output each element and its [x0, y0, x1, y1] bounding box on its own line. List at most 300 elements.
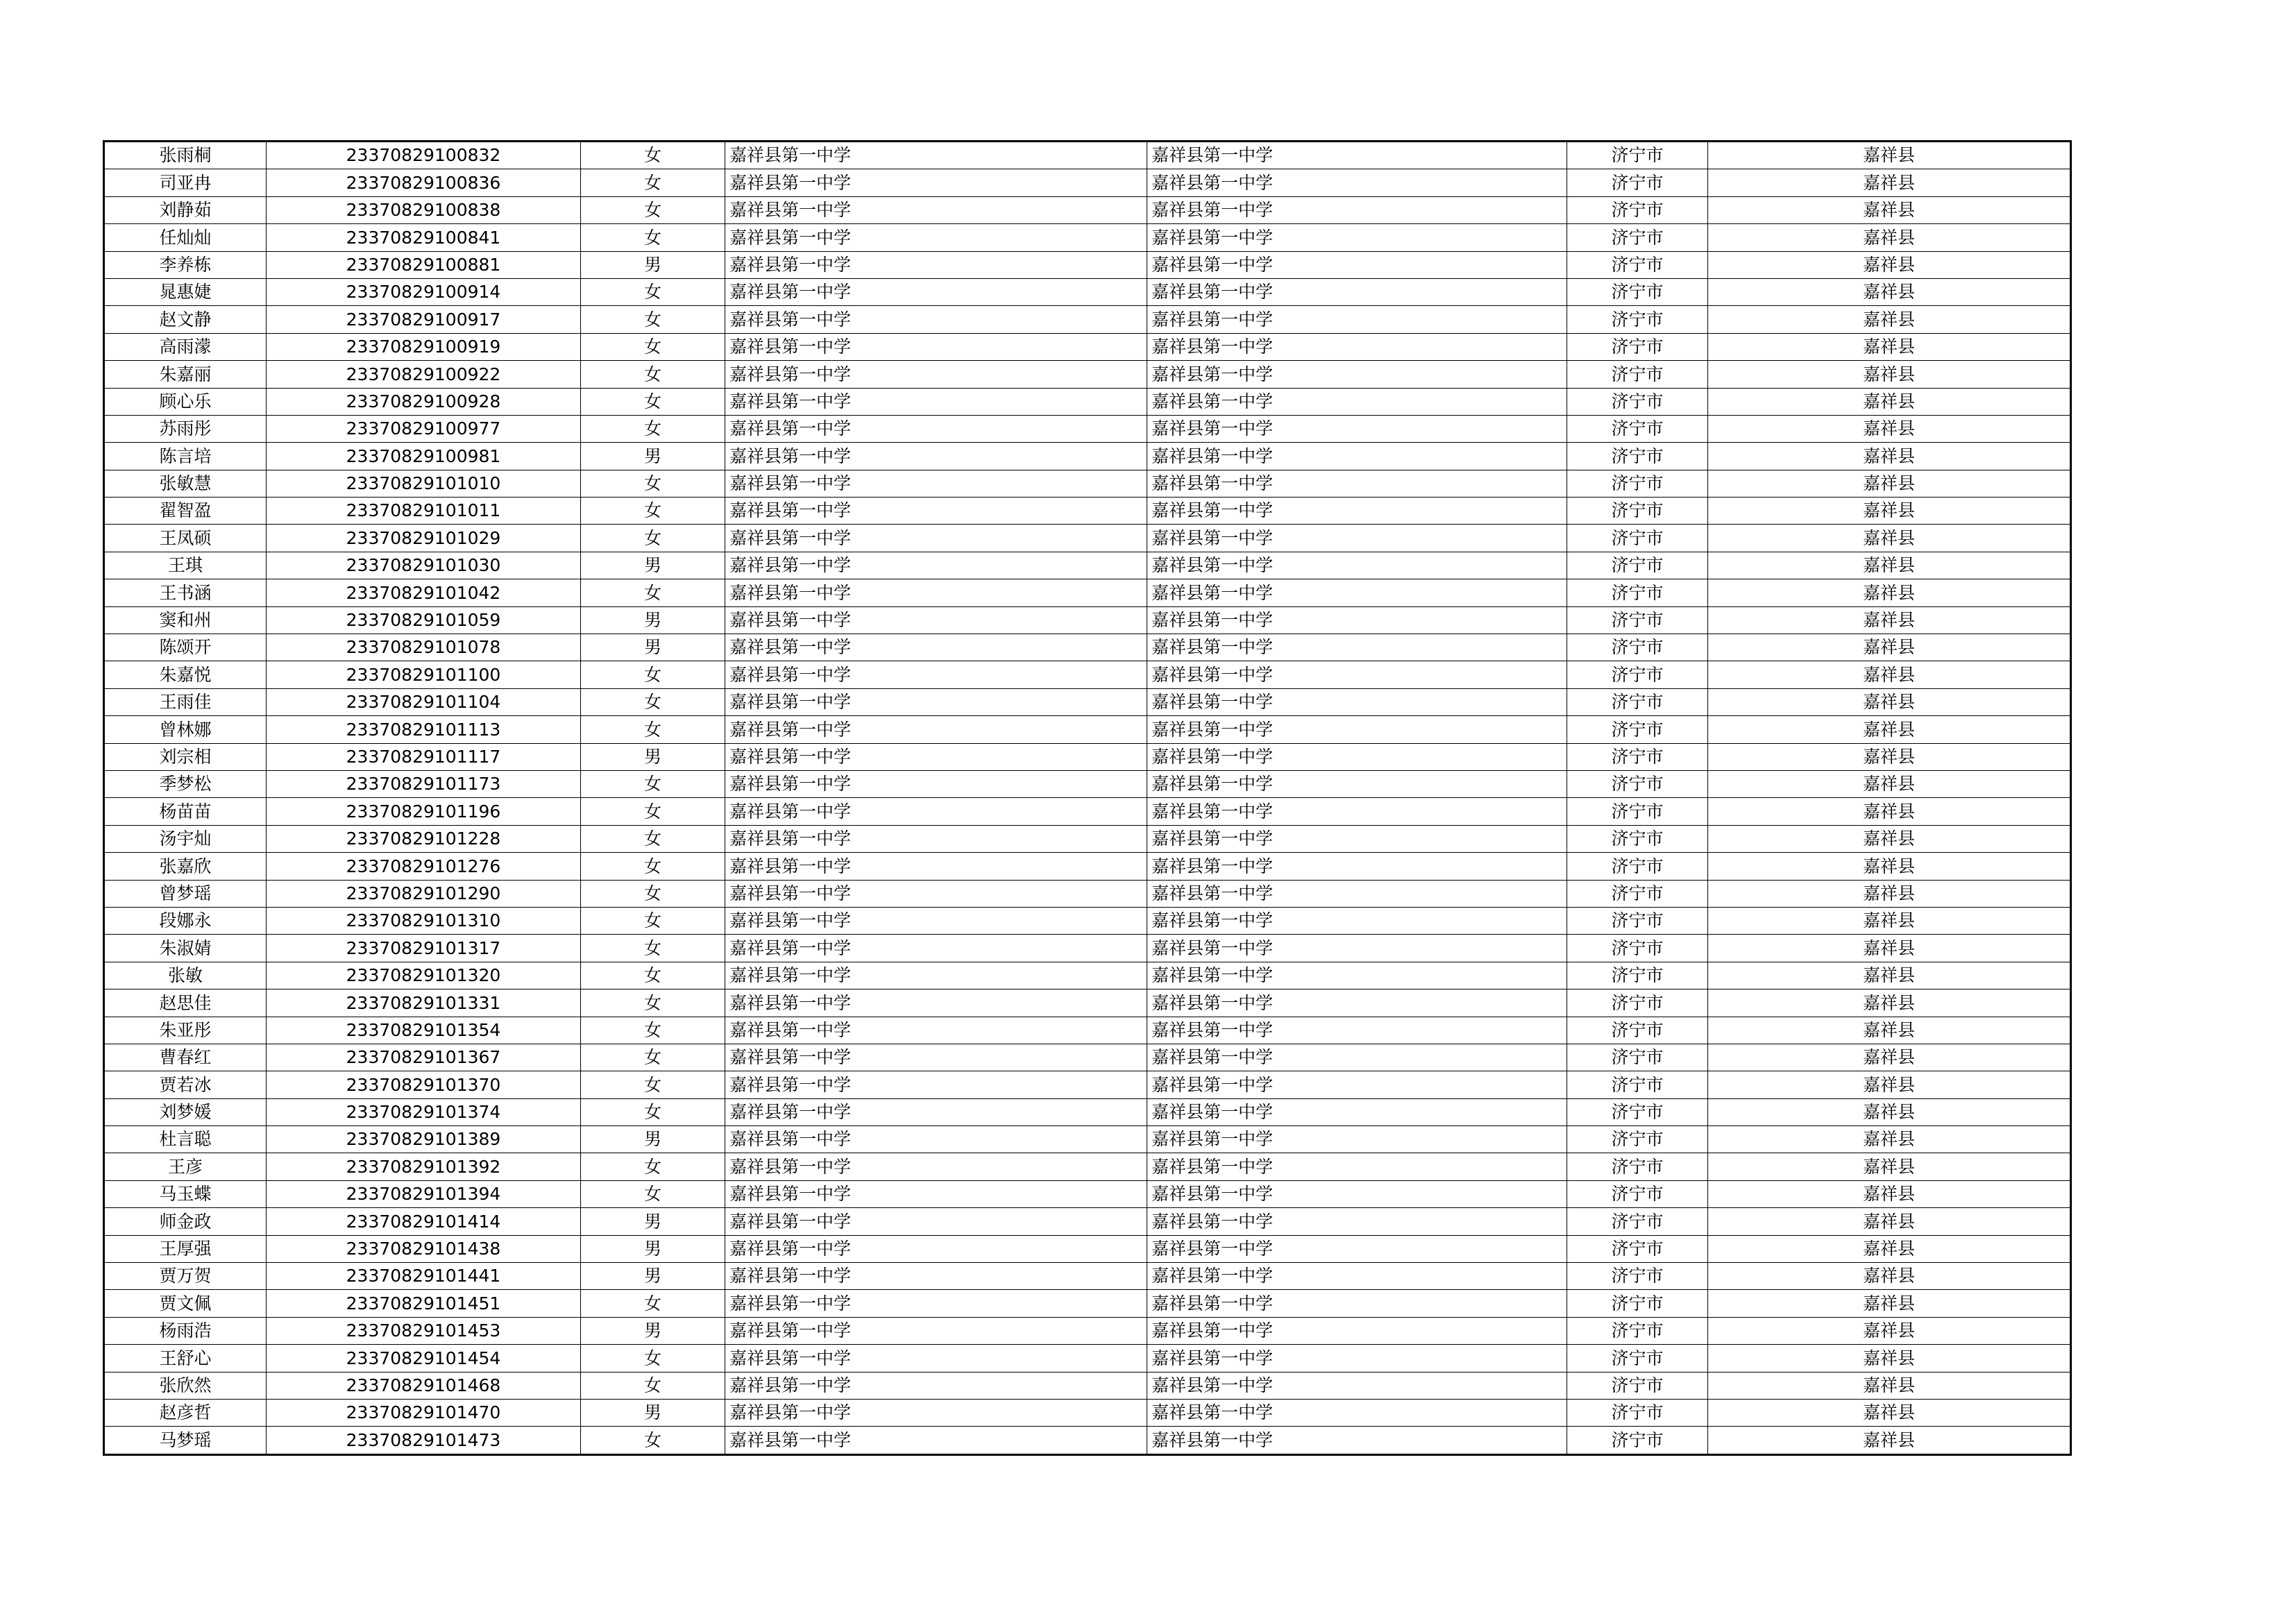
cell-name: 王凤硕 [104, 525, 267, 552]
cell-school: 嘉祥县第一中学 [725, 606, 1147, 634]
cell-gender: 女 [581, 1372, 725, 1399]
cell-city: 济宁市 [1567, 1345, 1708, 1372]
cell-exam-id: 23370829101374 [267, 1098, 581, 1125]
cell-county: 嘉祥县 [1708, 1263, 2071, 1290]
cell-school-2: 嘉祥县第一中学 [1147, 743, 1567, 770]
cell-city: 济宁市 [1567, 224, 1708, 251]
cell-county: 嘉祥县 [1708, 935, 2071, 962]
cell-gender: 女 [581, 1071, 725, 1098]
cell-gender: 男 [581, 1399, 725, 1426]
cell-city: 济宁市 [1567, 498, 1708, 525]
cell-gender: 女 [581, 1180, 725, 1207]
cell-school: 嘉祥县第一中学 [725, 1098, 1147, 1125]
cell-county: 嘉祥县 [1708, 278, 2071, 305]
cell-school: 嘉祥县第一中学 [725, 1235, 1147, 1262]
cell-school: 嘉祥县第一中学 [725, 1017, 1147, 1044]
cell-city: 济宁市 [1567, 1372, 1708, 1399]
cell-school: 嘉祥县第一中学 [725, 579, 1147, 606]
cell-name: 苏雨彤 [104, 415, 267, 442]
table-row [104, 1263, 2071, 1290]
cell-school-2: 嘉祥县第一中学 [1147, 333, 1567, 360]
cell-gender: 女 [581, 278, 725, 305]
roster-body [104, 142, 2071, 1455]
cell-county: 嘉祥县 [1708, 661, 2071, 688]
cell-exam-id: 23370829101113 [267, 716, 581, 743]
cell-exam-id: 23370829101389 [267, 1126, 581, 1153]
cell-school: 嘉祥县第一中学 [725, 1180, 1147, 1207]
cell-school-2: 嘉祥县第一中学 [1147, 1235, 1567, 1262]
cell-gender: 女 [581, 415, 725, 442]
cell-school: 嘉祥县第一中学 [725, 688, 1147, 715]
cell-city: 济宁市 [1567, 825, 1708, 852]
cell-school-2: 嘉祥县第一中学 [1147, 798, 1567, 825]
table-row [104, 743, 2071, 770]
cell-school-2: 嘉祥县第一中学 [1147, 1290, 1567, 1317]
cell-city: 济宁市 [1567, 579, 1708, 606]
cell-county: 嘉祥县 [1708, 743, 2071, 770]
cell-exam-id: 23370829100838 [267, 196, 581, 223]
cell-county: 嘉祥县 [1708, 770, 2071, 797]
cell-exam-id: 23370829101100 [267, 661, 581, 688]
cell-county: 嘉祥县 [1708, 224, 2071, 251]
cell-name: 晁惠婕 [104, 278, 267, 305]
cell-school-2: 嘉祥县第一中学 [1147, 443, 1567, 470]
cell-name: 王雨佳 [104, 688, 267, 715]
cell-school: 嘉祥县第一中学 [725, 880, 1147, 907]
cell-gender: 女 [581, 333, 725, 360]
cell-name: 汤宇灿 [104, 825, 267, 852]
cell-school-2: 嘉祥县第一中学 [1147, 1317, 1567, 1344]
cell-name: 刘梦媛 [104, 1098, 267, 1125]
cell-school: 嘉祥县第一中学 [725, 1427, 1147, 1454]
cell-gender: 女 [581, 224, 725, 251]
cell-county: 嘉祥县 [1708, 880, 2071, 907]
cell-school: 嘉祥县第一中学 [725, 1263, 1147, 1290]
cell-city: 济宁市 [1567, 1399, 1708, 1426]
cell-exam-id: 23370829101370 [267, 1071, 581, 1098]
table-row [104, 1290, 2071, 1317]
cell-city: 济宁市 [1567, 606, 1708, 634]
cell-school-2: 嘉祥县第一中学 [1147, 825, 1567, 852]
cell-name: 朱亚彤 [104, 1017, 267, 1044]
cell-county: 嘉祥县 [1708, 634, 2071, 661]
cell-city: 济宁市 [1567, 634, 1708, 661]
cell-name: 贾文佩 [104, 1290, 267, 1317]
cell-exam-id: 23370829101392 [267, 1153, 581, 1180]
cell-gender: 女 [581, 142, 725, 169]
cell-exam-id: 23370829101173 [267, 770, 581, 797]
cell-exam-id: 23370829100919 [267, 333, 581, 360]
cell-name: 司亚冉 [104, 169, 267, 196]
cell-exam-id: 23370829100914 [267, 278, 581, 305]
cell-school-2: 嘉祥县第一中学 [1147, 579, 1567, 606]
cell-city: 济宁市 [1567, 880, 1708, 907]
cell-school-2: 嘉祥县第一中学 [1147, 196, 1567, 223]
cell-gender: 女 [581, 770, 725, 797]
cell-city: 济宁市 [1567, 1098, 1708, 1125]
cell-school: 嘉祥县第一中学 [725, 169, 1147, 196]
table-row [104, 935, 2071, 962]
cell-county: 嘉祥县 [1708, 388, 2071, 415]
cell-name: 杨苗苗 [104, 798, 267, 825]
cell-city: 济宁市 [1567, 1017, 1708, 1044]
cell-school: 嘉祥县第一中学 [725, 1071, 1147, 1098]
cell-name: 朱嘉丽 [104, 361, 267, 388]
cell-city: 济宁市 [1567, 1180, 1708, 1207]
cell-city: 济宁市 [1567, 1126, 1708, 1153]
cell-school-2: 嘉祥县第一中学 [1147, 770, 1567, 797]
cell-exam-id: 23370829101104 [267, 688, 581, 715]
cell-school-2: 嘉祥县第一中学 [1147, 470, 1567, 497]
cell-school-2: 嘉祥县第一中学 [1147, 962, 1567, 989]
cell-gender: 女 [581, 661, 725, 688]
cell-exam-id: 23370829101441 [267, 1263, 581, 1290]
cell-name: 顾心乐 [104, 388, 267, 415]
cell-school: 嘉祥县第一中学 [725, 1399, 1147, 1426]
cell-city: 济宁市 [1567, 278, 1708, 305]
cell-name: 陈颂开 [104, 634, 267, 661]
cell-name: 翟智盈 [104, 498, 267, 525]
cell-name: 贾若冰 [104, 1071, 267, 1098]
cell-name: 张敏 [104, 962, 267, 989]
cell-city: 济宁市 [1567, 935, 1708, 962]
cell-school-2: 嘉祥县第一中学 [1147, 388, 1567, 415]
cell-school-2: 嘉祥县第一中学 [1147, 278, 1567, 305]
cell-county: 嘉祥县 [1708, 1290, 2071, 1317]
cell-city: 济宁市 [1567, 798, 1708, 825]
table-row [104, 443, 2071, 470]
cell-school: 嘉祥县第一中学 [725, 825, 1147, 852]
cell-exam-id: 23370829100836 [267, 169, 581, 196]
cell-exam-id: 23370829101473 [267, 1427, 581, 1454]
cell-exam-id: 23370829101320 [267, 962, 581, 989]
table-row [104, 1098, 2071, 1125]
cell-county: 嘉祥县 [1708, 1126, 2071, 1153]
cell-county: 嘉祥县 [1708, 552, 2071, 579]
cell-name: 陈言培 [104, 443, 267, 470]
cell-school-2: 嘉祥县第一中学 [1147, 1263, 1567, 1290]
cell-county: 嘉祥县 [1708, 142, 2071, 169]
cell-exam-id: 23370829101196 [267, 798, 581, 825]
cell-school: 嘉祥县第一中学 [725, 443, 1147, 470]
cell-school-2: 嘉祥县第一中学 [1147, 880, 1567, 907]
cell-county: 嘉祥县 [1708, 1044, 2071, 1071]
cell-school-2: 嘉祥县第一中学 [1147, 415, 1567, 442]
cell-name: 赵文静 [104, 306, 267, 333]
cell-school-2: 嘉祥县第一中学 [1147, 634, 1567, 661]
table-row [104, 634, 2071, 661]
cell-exam-id: 23370829101468 [267, 1372, 581, 1399]
cell-gender: 女 [581, 989, 725, 1017]
cell-name: 杨雨浩 [104, 1317, 267, 1344]
cell-gender: 男 [581, 1208, 725, 1235]
cell-exam-id: 23370829101453 [267, 1317, 581, 1344]
cell-name: 刘静茹 [104, 196, 267, 223]
cell-city: 济宁市 [1567, 1263, 1708, 1290]
cell-city: 济宁市 [1567, 853, 1708, 880]
cell-school-2: 嘉祥县第一中学 [1147, 853, 1567, 880]
cell-school-2: 嘉祥县第一中学 [1147, 142, 1567, 169]
table-row [104, 552, 2071, 579]
table-row [104, 333, 2071, 360]
cell-county: 嘉祥县 [1708, 1071, 2071, 1098]
cell-school: 嘉祥县第一中学 [725, 498, 1147, 525]
cell-name: 李养栋 [104, 251, 267, 278]
table-row [104, 716, 2071, 743]
cell-exam-id: 23370829101029 [267, 525, 581, 552]
cell-city: 济宁市 [1567, 1044, 1708, 1071]
cell-school-2: 嘉祥县第一中学 [1147, 1098, 1567, 1125]
cell-school-2: 嘉祥县第一中学 [1147, 716, 1567, 743]
cell-school-2: 嘉祥县第一中学 [1147, 1044, 1567, 1071]
cell-city: 济宁市 [1567, 415, 1708, 442]
cell-gender: 女 [581, 169, 725, 196]
cell-name: 朱淑婧 [104, 935, 267, 962]
cell-city: 济宁市 [1567, 470, 1708, 497]
student-roster-table [103, 140, 2072, 1456]
cell-county: 嘉祥县 [1708, 1372, 2071, 1399]
cell-gender: 女 [581, 935, 725, 962]
cell-city: 济宁市 [1567, 1290, 1708, 1317]
cell-county: 嘉祥县 [1708, 333, 2071, 360]
table-row [104, 1044, 2071, 1071]
table-row [104, 306, 2071, 333]
cell-school-2: 嘉祥县第一中学 [1147, 251, 1567, 278]
cell-exam-id: 23370829100981 [267, 443, 581, 470]
cell-school-2: 嘉祥县第一中学 [1147, 989, 1567, 1017]
cell-county: 嘉祥县 [1708, 470, 2071, 497]
table-row [104, 770, 2071, 797]
cell-city: 济宁市 [1567, 306, 1708, 333]
cell-city: 济宁市 [1567, 142, 1708, 169]
cell-school: 嘉祥县第一中学 [725, 142, 1147, 169]
table-row [104, 415, 2071, 442]
cell-school: 嘉祥县第一中学 [725, 1317, 1147, 1344]
cell-exam-id: 23370829101042 [267, 579, 581, 606]
table-row [104, 1427, 2071, 1454]
table-row [104, 1126, 2071, 1153]
cell-school: 嘉祥县第一中学 [725, 415, 1147, 442]
cell-gender: 女 [581, 361, 725, 388]
table-row [104, 498, 2071, 525]
table-row [104, 142, 2071, 169]
cell-exam-id: 23370829101117 [267, 743, 581, 770]
cell-gender: 男 [581, 251, 725, 278]
cell-school: 嘉祥县第一中学 [725, 1345, 1147, 1372]
table-row [104, 1399, 2071, 1426]
cell-school-2: 嘉祥县第一中学 [1147, 1427, 1567, 1454]
cell-name: 张雨桐 [104, 142, 267, 169]
cell-county: 嘉祥县 [1708, 525, 2071, 552]
cell-county: 嘉祥县 [1708, 443, 2071, 470]
cell-exam-id: 23370829101394 [267, 1180, 581, 1207]
cell-school-2: 嘉祥县第一中学 [1147, 907, 1567, 934]
cell-county: 嘉祥县 [1708, 361, 2071, 388]
cell-gender: 男 [581, 634, 725, 661]
cell-city: 济宁市 [1567, 716, 1708, 743]
cell-school: 嘉祥县第一中学 [725, 552, 1147, 579]
cell-exam-id: 23370829101454 [267, 1345, 581, 1372]
cell-name: 朱嘉悦 [104, 661, 267, 688]
cell-gender: 男 [581, 1317, 725, 1344]
cell-county: 嘉祥县 [1708, 579, 2071, 606]
cell-county: 嘉祥县 [1708, 1017, 2071, 1044]
cell-name: 窦和州 [104, 606, 267, 634]
cell-name: 杜言聪 [104, 1126, 267, 1153]
cell-exam-id: 23370829100922 [267, 361, 581, 388]
cell-school: 嘉祥县第一中学 [725, 853, 1147, 880]
cell-gender: 女 [581, 1153, 725, 1180]
cell-gender: 女 [581, 853, 725, 880]
table-row [104, 798, 2071, 825]
cell-gender: 女 [581, 716, 725, 743]
cell-exam-id: 23370829101451 [267, 1290, 581, 1317]
cell-exam-id: 23370829100917 [267, 306, 581, 333]
cell-gender: 女 [581, 1098, 725, 1125]
cell-name: 季梦松 [104, 770, 267, 797]
cell-school-2: 嘉祥县第一中学 [1147, 1071, 1567, 1098]
cell-name: 王舒心 [104, 1345, 267, 1372]
cell-school: 嘉祥县第一中学 [725, 1153, 1147, 1180]
table-row [104, 989, 2071, 1017]
cell-city: 济宁市 [1567, 1071, 1708, 1098]
cell-school: 嘉祥县第一中学 [725, 525, 1147, 552]
cell-exam-id: 23370829101030 [267, 552, 581, 579]
cell-school: 嘉祥县第一中学 [725, 1044, 1147, 1071]
cell-county: 嘉祥县 [1708, 962, 2071, 989]
cell-exam-id: 23370829100832 [267, 142, 581, 169]
cell-city: 济宁市 [1567, 196, 1708, 223]
cell-city: 济宁市 [1567, 962, 1708, 989]
cell-city: 济宁市 [1567, 333, 1708, 360]
cell-gender: 女 [581, 1044, 725, 1071]
cell-county: 嘉祥县 [1708, 1180, 2071, 1207]
cell-county: 嘉祥县 [1708, 716, 2071, 743]
cell-name: 王书涵 [104, 579, 267, 606]
cell-gender: 男 [581, 552, 725, 579]
cell-gender: 男 [581, 606, 725, 634]
cell-county: 嘉祥县 [1708, 1317, 2071, 1344]
cell-school: 嘉祥县第一中学 [725, 716, 1147, 743]
cell-county: 嘉祥县 [1708, 907, 2071, 934]
cell-city: 济宁市 [1567, 388, 1708, 415]
table-row [104, 907, 2071, 934]
cell-county: 嘉祥县 [1708, 415, 2071, 442]
cell-exam-id: 23370829101290 [267, 880, 581, 907]
cell-school: 嘉祥县第一中学 [725, 1208, 1147, 1235]
cell-city: 济宁市 [1567, 251, 1708, 278]
table-row [104, 1208, 2071, 1235]
cell-gender: 女 [581, 962, 725, 989]
cell-name: 王琪 [104, 552, 267, 579]
cell-gender: 女 [581, 880, 725, 907]
table-row [104, 1153, 2071, 1180]
cell-county: 嘉祥县 [1708, 1235, 2071, 1262]
cell-exam-id: 23370829101276 [267, 853, 581, 880]
cell-county: 嘉祥县 [1708, 853, 2071, 880]
cell-county: 嘉祥县 [1708, 798, 2071, 825]
cell-gender: 女 [581, 196, 725, 223]
cell-name: 王厚强 [104, 1235, 267, 1262]
cell-city: 济宁市 [1567, 525, 1708, 552]
table-row [104, 251, 2071, 278]
cell-exam-id: 23370829100977 [267, 415, 581, 442]
table-row [104, 825, 2071, 852]
cell-county: 嘉祥县 [1708, 196, 2071, 223]
cell-school-2: 嘉祥县第一中学 [1147, 1208, 1567, 1235]
cell-name: 马玉蝶 [104, 1180, 267, 1207]
cell-exam-id: 23370829101317 [267, 935, 581, 962]
table-row [104, 962, 2071, 989]
cell-exam-id: 23370829100881 [267, 251, 581, 278]
cell-gender: 女 [581, 825, 725, 852]
table-row [104, 1345, 2071, 1372]
cell-gender: 男 [581, 1126, 725, 1153]
cell-school: 嘉祥县第一中学 [725, 470, 1147, 497]
cell-name: 曾林娜 [104, 716, 267, 743]
cell-county: 嘉祥县 [1708, 169, 2071, 196]
cell-exam-id: 23370829101414 [267, 1208, 581, 1235]
cell-exam-id: 23370829101310 [267, 907, 581, 934]
cell-gender: 女 [581, 1427, 725, 1454]
cell-school-2: 嘉祥县第一中学 [1147, 169, 1567, 196]
cell-school: 嘉祥县第一中学 [725, 770, 1147, 797]
cell-exam-id: 23370829101011 [267, 498, 581, 525]
cell-name: 师金政 [104, 1208, 267, 1235]
cell-county: 嘉祥县 [1708, 688, 2071, 715]
table-row [104, 853, 2071, 880]
cell-city: 济宁市 [1567, 907, 1708, 934]
table-row [104, 1317, 2071, 1344]
cell-exam-id: 23370829101367 [267, 1044, 581, 1071]
cell-city: 济宁市 [1567, 743, 1708, 770]
cell-city: 济宁市 [1567, 770, 1708, 797]
cell-school-2: 嘉祥县第一中学 [1147, 935, 1567, 962]
cell-school-2: 嘉祥县第一中学 [1147, 1017, 1567, 1044]
cell-school: 嘉祥县第一中学 [725, 798, 1147, 825]
cell-name: 贾万贺 [104, 1263, 267, 1290]
cell-school-2: 嘉祥县第一中学 [1147, 525, 1567, 552]
cell-gender: 女 [581, 470, 725, 497]
cell-school: 嘉祥县第一中学 [725, 388, 1147, 415]
table-row [104, 1235, 2071, 1262]
cell-county: 嘉祥县 [1708, 1098, 2071, 1125]
cell-name: 马梦瑶 [104, 1427, 267, 1454]
cell-school-2: 嘉祥县第一中学 [1147, 498, 1567, 525]
cell-school: 嘉祥县第一中学 [725, 935, 1147, 962]
cell-gender: 女 [581, 498, 725, 525]
cell-school-2: 嘉祥县第一中学 [1147, 688, 1567, 715]
table-row [104, 1071, 2071, 1098]
cell-gender: 女 [581, 798, 725, 825]
cell-city: 济宁市 [1567, 169, 1708, 196]
cell-school: 嘉祥县第一中学 [725, 306, 1147, 333]
cell-city: 济宁市 [1567, 989, 1708, 1017]
cell-gender: 男 [581, 1263, 725, 1290]
cell-school-2: 嘉祥县第一中学 [1147, 224, 1567, 251]
table-row [104, 388, 2071, 415]
cell-school: 嘉祥县第一中学 [725, 962, 1147, 989]
cell-school: 嘉祥县第一中学 [725, 196, 1147, 223]
table-row [104, 1372, 2071, 1399]
cell-school-2: 嘉祥县第一中学 [1147, 661, 1567, 688]
cell-school-2: 嘉祥县第一中学 [1147, 1372, 1567, 1399]
cell-school: 嘉祥县第一中学 [725, 278, 1147, 305]
cell-city: 济宁市 [1567, 552, 1708, 579]
cell-city: 济宁市 [1567, 361, 1708, 388]
cell-city: 济宁市 [1567, 1208, 1708, 1235]
table-row [104, 196, 2071, 223]
